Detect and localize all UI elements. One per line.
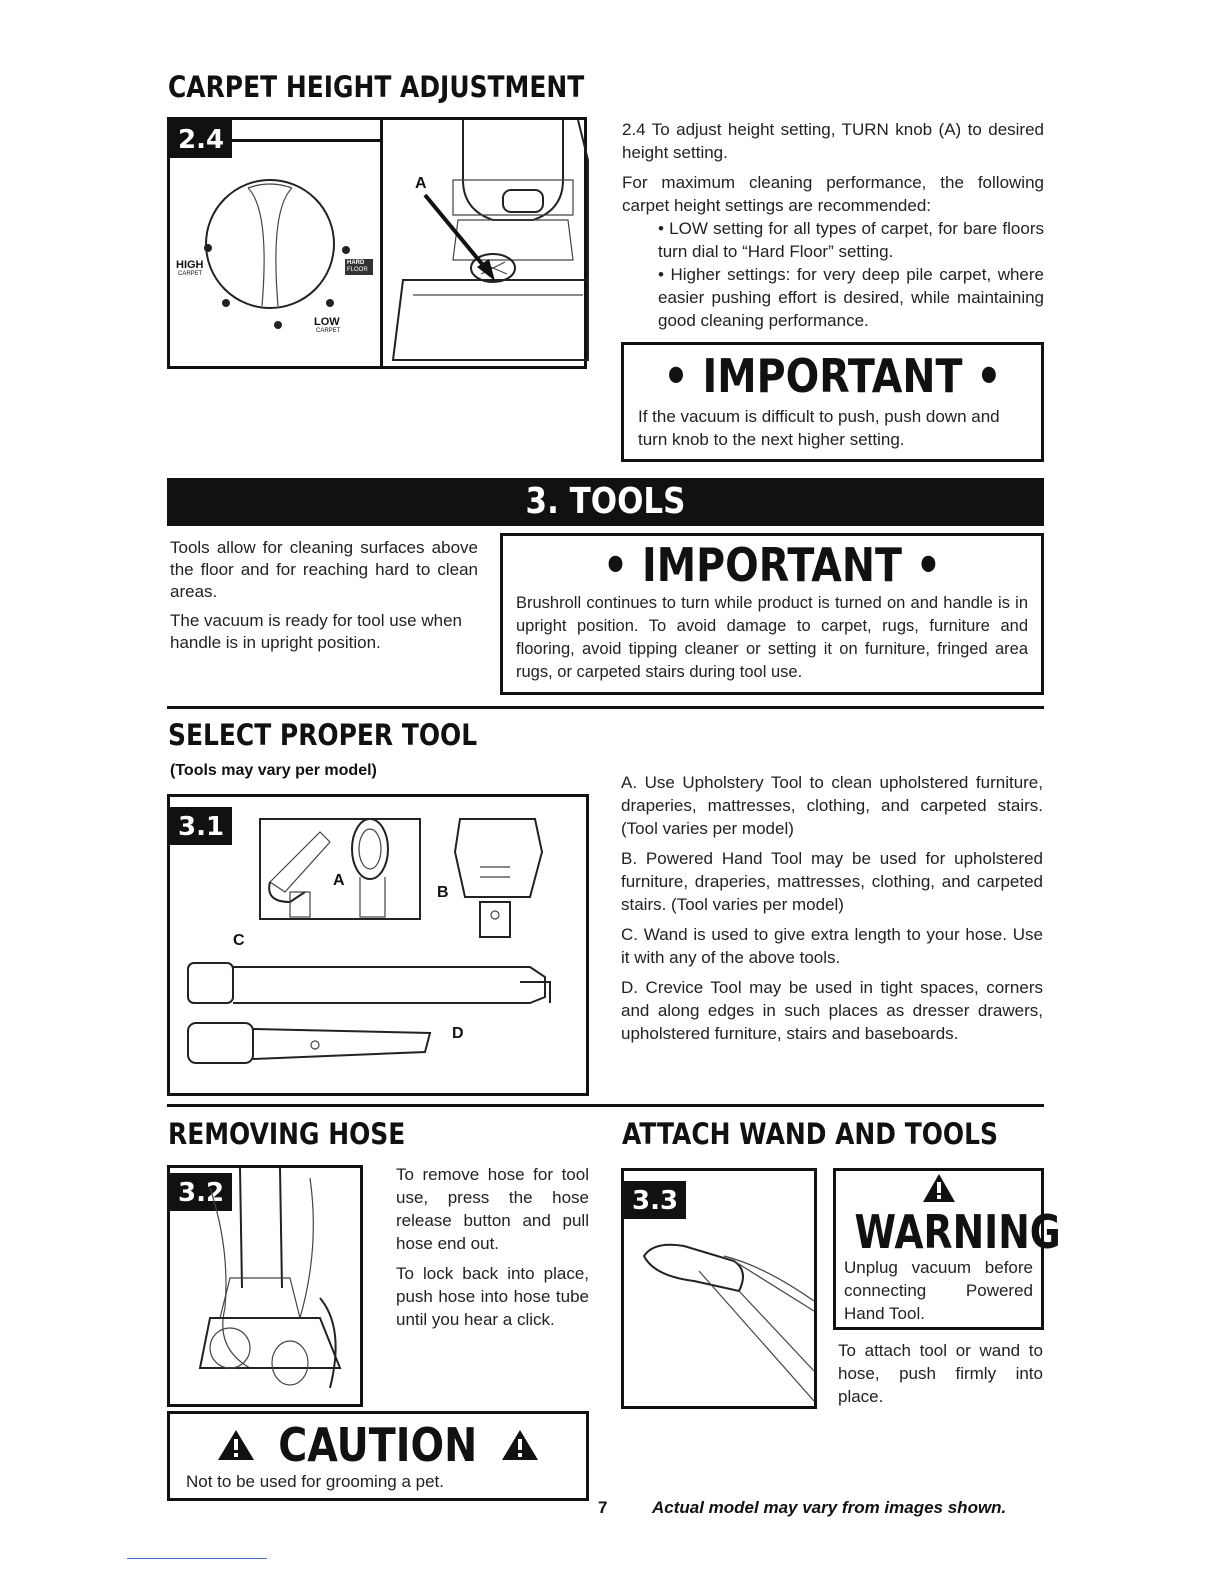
important-box-carpet [621, 342, 1044, 462]
figure-tag: 3.3 [624, 1181, 686, 1219]
tools-paragraph-1: Tools allow for cleaning surfaces above the floor and for reaching hard to clean areas. [170, 538, 478, 601]
important-text: Brushroll continues to turn while product is turned on and handle is in upright position. To avoid damage to carpet, rugs, furniture and flooring, avoid tipping cleaner or setting it on furniture, fringed area rugs, or carpeted stairs during tool use. [516, 594, 1028, 681]
figure-tag: 2.4 [170, 120, 232, 158]
carpet-bullet-1: • LOW setting for all types of carpet, for bare floors turn dial to “Hard Floor” setting. [658, 219, 1044, 261]
removing-hose-heading: REMOVING HOSE [168, 1117, 406, 1151]
tool-description-a: A. Use Upholstery Tool to clean upholstered furniture, draperies, mattresses, clothing, and carpeted stairs. (Tool varies per model) [621, 773, 1043, 838]
dial-label-hard: HARD [347, 260, 365, 266]
page-number: 7 [598, 1498, 608, 1517]
attach-wand-illustration [624, 1171, 814, 1406]
caution-text: Not to be used for grooming a pet. [186, 1472, 444, 1491]
figure-3-2 [167, 1165, 363, 1407]
carpet-instructions [622, 118, 1044, 332]
dial-label-low-sub: CARPET [316, 328, 341, 334]
attach-paragraph: To attach tool or wand to hose, push firmly into place. [838, 1341, 1043, 1406]
tool-label-a: A [333, 872, 345, 889]
tool-label-c: C [233, 932, 245, 949]
height-dial-illustration [170, 120, 380, 366]
footer-note: Actual model may vary from images shown. [652, 1498, 1007, 1517]
figure-tag: 3.1 [170, 807, 232, 845]
carpet-bullet-2: • Higher settings: for very deep pile carpet, where easier pushing effort is desired, while maintaining good cleaning performance. [658, 265, 1044, 330]
tool-label-d: D [452, 1025, 464, 1042]
tools-intro [170, 537, 478, 661]
caution-box [167, 1411, 589, 1501]
important-title: • IMPORTANT • [602, 538, 942, 592]
figure-tag: 3.2 [170, 1173, 232, 1211]
carpet-paragraph-2: For maximum cleaning performance, the following carpet height settings are recommended: [622, 173, 1044, 215]
tool-description-c: C. Wand is used to give extra length to your hose. Use it with any of the above tools. [621, 925, 1043, 967]
figure-3-3 [621, 1168, 817, 1409]
important-title: • IMPORTANT • [663, 349, 1002, 403]
section-divider [167, 1104, 1044, 1107]
important-box-tools [500, 533, 1044, 695]
section-divider [167, 706, 1044, 709]
figure-3-1 [167, 794, 589, 1096]
tool-descriptions [621, 771, 1043, 1052]
select-tool-heading: SELECT PROPER TOOL [168, 718, 478, 752]
tools-banner-title: 3. TOOLS [525, 481, 686, 522]
caution-triangle-icon [216, 1428, 256, 1462]
footnote-rule [127, 1558, 267, 1559]
carpet-paragraph-1: 2.4 To adjust height setting, TURN knob (A) to desired height setting. [622, 120, 1044, 162]
tool-label-b: B [437, 884, 449, 901]
warning-box [833, 1168, 1061, 1330]
dial-label-high: HIGH [176, 259, 204, 271]
select-tool-subheading: (Tools may vary per model) [170, 762, 377, 779]
tools-banner [167, 478, 1044, 526]
caution-title: CAUTION [278, 1418, 478, 1472]
warning-text: Unplug vacuum before connecting Powered Hand Tool. [844, 1258, 1033, 1323]
attach-wand-heading: ATTACH WAND AND TOOLS [622, 1117, 998, 1151]
important-text: If the vacuum is difficult to push, push down and turn knob to the next higher setting. [638, 407, 1000, 449]
hose-removal-illustration [170, 1168, 360, 1404]
hose-paragraph-2: To lock back into place, push hose into hose tube until you hear a click. [396, 1264, 589, 1329]
warning-triangle-icon [922, 1173, 956, 1203]
carpet-height-heading: CARPET HEIGHT ADJUSTMENT [168, 70, 585, 104]
attach-instructions [838, 1339, 1043, 1415]
arrow-icon [425, 195, 525, 295]
figure-2-4 [167, 117, 587, 369]
tools-paragraph-2: The vacuum is ready for tool use when handle is in upright position. [170, 611, 462, 652]
tool-description-b: B. Powered Hand Tool may be used for upholstered furniture, draperies, mattresses, clothing, and carpeted stairs. (Tool varies per model) [621, 849, 1043, 914]
dial-label-high-sub: CARPET [178, 271, 203, 277]
tool-description-d: D. Crevice Tool may be used in tight spaces, corners and along edges in such places as dresser drawers, upholstered furniture, stairs and baseboards. [621, 978, 1043, 1043]
caution-triangle-icon [500, 1428, 540, 1462]
warning-title: WARNING [854, 1205, 1061, 1259]
hose-instructions [396, 1163, 589, 1338]
dial-label-hard-sub: FLOOR [347, 267, 368, 273]
hose-paragraph-1: To remove hose for tool use, press the hose release button and pull hose end out. [396, 1165, 589, 1253]
dial-label-low: LOW [314, 316, 340, 328]
callout-a-label: A [415, 175, 427, 192]
